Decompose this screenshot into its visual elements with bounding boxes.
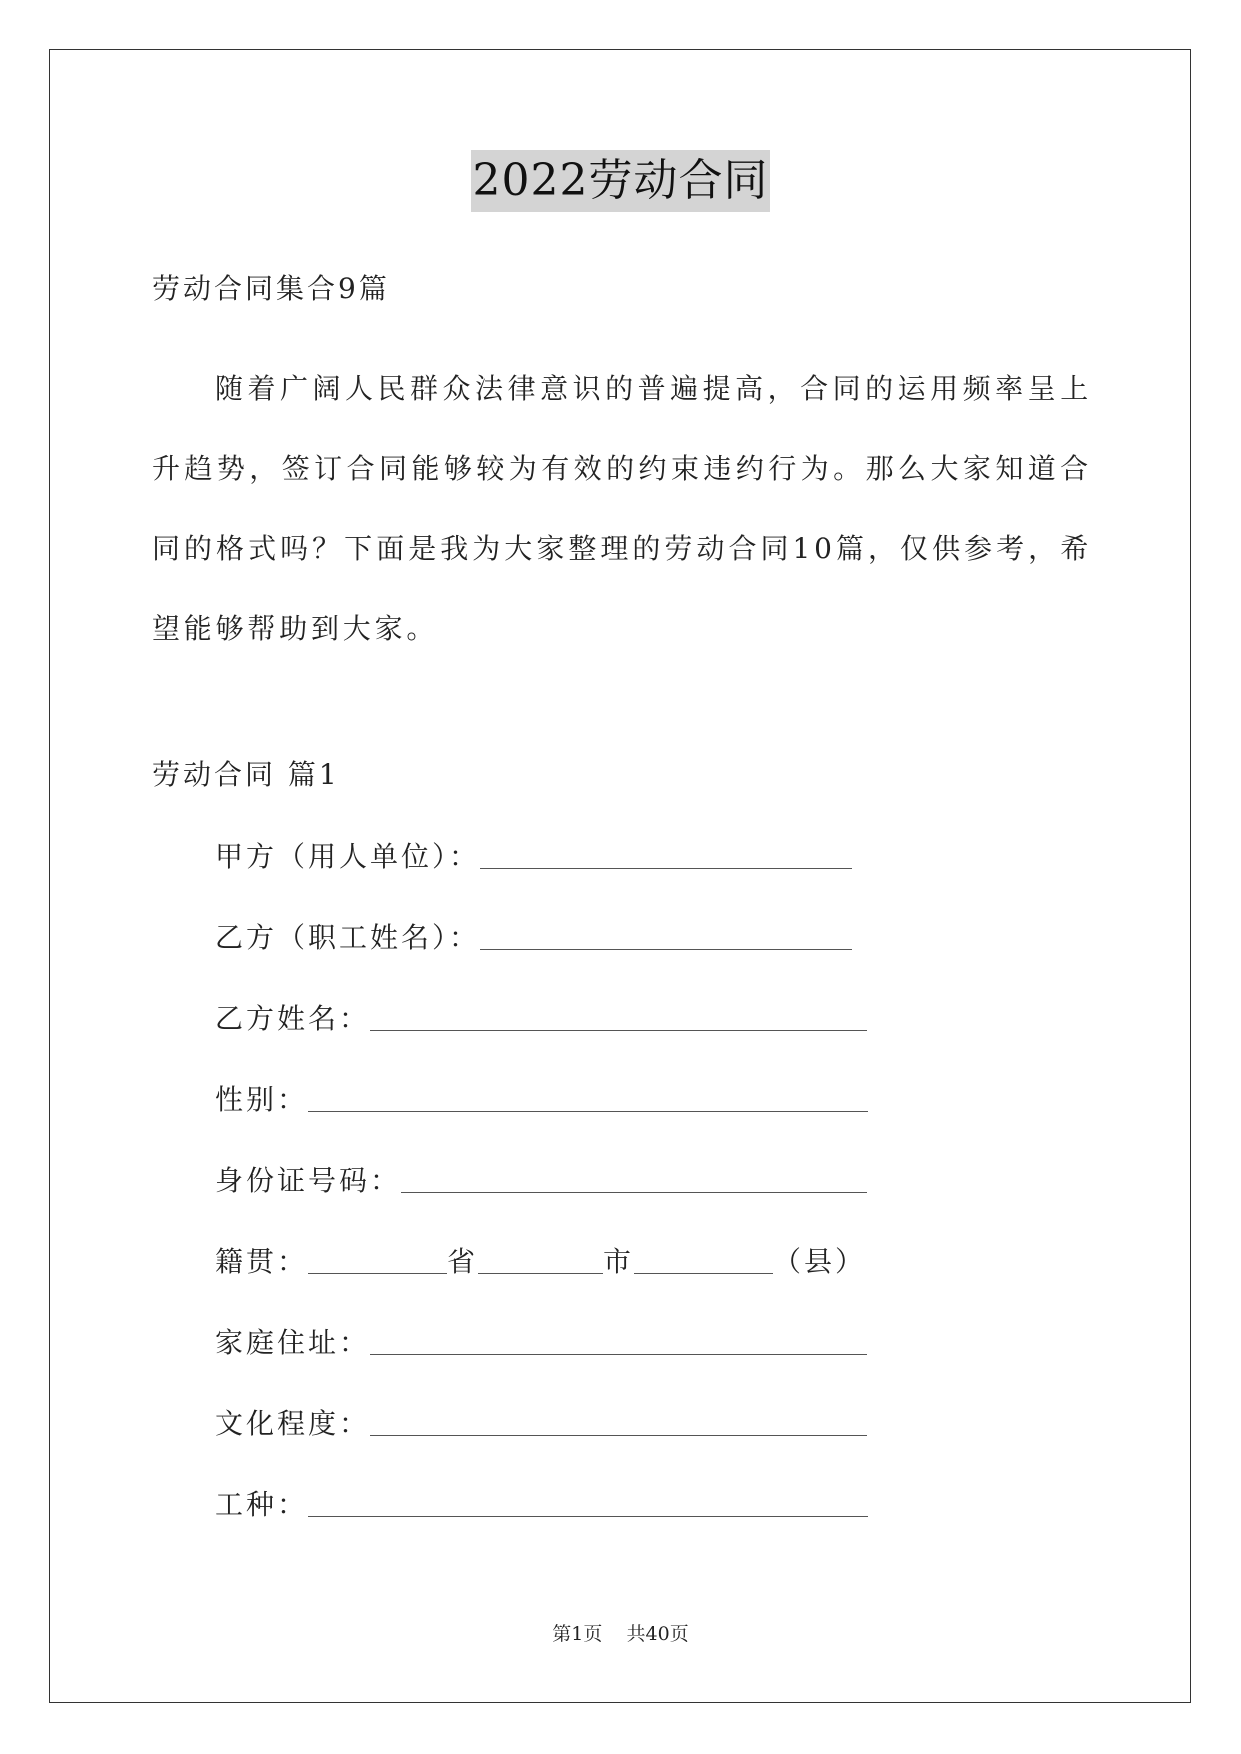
id-number-field [215, 1159, 867, 1199]
page-footer [0, 1622, 1241, 1646]
employee-label: 乙方（职工姓名）： [215, 921, 481, 954]
home-address-blank[interactable] [370, 1354, 867, 1355]
employee-blank[interactable] [480, 949, 852, 950]
job-type-label: 工种： [215, 1488, 309, 1521]
native-place-label: 籍贯： [215, 1245, 309, 1278]
county-blank[interactable] [634, 1273, 773, 1274]
job-type-field [215, 1483, 868, 1523]
intro-paragraph: 随着广阔人民群众法律意识的普遍提高，合同的运用频率呈上升趋势，签订合同能够较为有效的约束违约行为。那么大家知道合同的格式吗？下面是我为大家整理的劳动合同10篇，仅供参考，希望能够帮助到大家。 [152, 372, 1092, 645]
id-number-blank[interactable] [401, 1192, 867, 1193]
county-label: （县） [773, 1245, 867, 1278]
employee-name-label: 乙方姓名： [215, 1002, 371, 1035]
employee-field [215, 916, 852, 956]
document-subtitle: 劳动合同集合9篇 [152, 272, 390, 305]
total-pages: 共40页 [626, 1623, 689, 1645]
city-blank[interactable] [478, 1273, 603, 1274]
employee-name-field [215, 997, 867, 1037]
employee-name-blank[interactable] [370, 1030, 867, 1031]
page-number: 第1页 [552, 1623, 603, 1645]
education-label: 文化程度： [215, 1407, 371, 1440]
home-address-label: 家庭住址： [215, 1326, 371, 1359]
gender-blank[interactable] [308, 1111, 868, 1112]
province-label: 省 [447, 1245, 479, 1278]
document-title: 2022劳动合同 [471, 150, 771, 212]
employer-blank[interactable] [480, 868, 852, 869]
employer-label: 甲方（用人单位）： [215, 840, 481, 873]
id-number-label: 身份证号码： [215, 1164, 402, 1197]
education-field [215, 1402, 867, 1442]
section-heading: 劳动合同 篇1 [152, 758, 340, 791]
province-blank[interactable] [308, 1273, 447, 1274]
native-place-field [215, 1240, 866, 1280]
employer-field [215, 835, 852, 875]
home-address-field [215, 1321, 867, 1361]
education-blank[interactable] [370, 1435, 867, 1436]
footer-gap [602, 1623, 626, 1645]
title-container [0, 150, 1241, 212]
city-label: 市 [603, 1245, 635, 1278]
gender-field [215, 1078, 868, 1118]
gender-label: 性别： [215, 1083, 309, 1116]
job-type-blank[interactable] [308, 1516, 868, 1517]
